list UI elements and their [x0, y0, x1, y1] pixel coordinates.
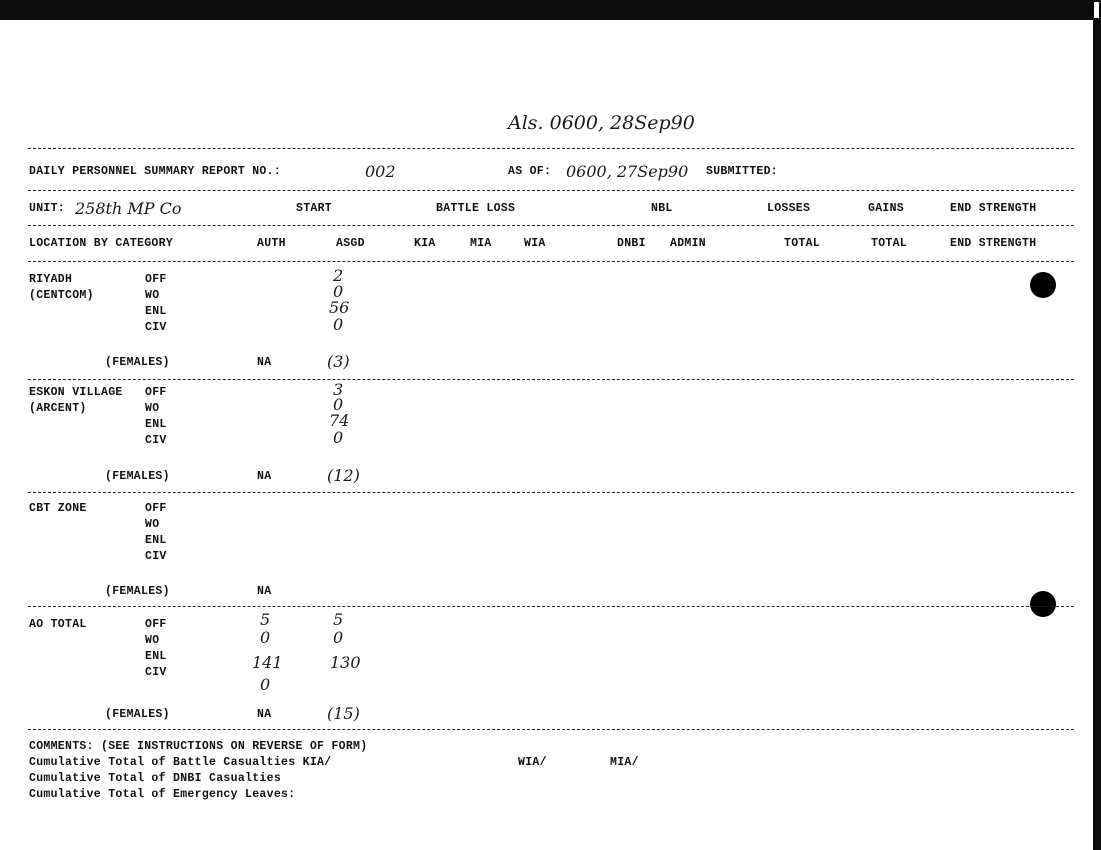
comments-heading: COMMENTS: (SEE INSTRUCTIONS ON REVERSE OF FORM)	[29, 740, 368, 753]
asgd-enl: 74	[329, 411, 350, 430]
start-header: START	[296, 202, 333, 215]
asgd-civ: 0	[333, 428, 344, 447]
punch-hole	[1030, 272, 1056, 298]
asgd-off: 5	[333, 610, 344, 629]
location-command: (CENTCOM)	[29, 289, 94, 302]
category-civ: CIV	[145, 434, 167, 447]
females-label: (FEMALES)	[105, 356, 170, 369]
gains-total-header: TOTAL	[871, 237, 908, 250]
losses-header: LOSSES	[767, 202, 811, 215]
auth-off: 5	[260, 610, 271, 629]
asgd-wo: 0	[333, 282, 344, 301]
females-label: (FEMALES)	[105, 470, 170, 483]
category-off: OFF	[145, 618, 167, 631]
category-wo: WO	[145, 634, 160, 647]
divider	[28, 148, 1074, 149]
females-auth: NA	[257, 356, 272, 369]
as-of-value: 0600, 27Sep90	[566, 162, 689, 181]
asgd-header: ASGD	[336, 237, 365, 250]
females-label: (FEMALES)	[105, 585, 170, 598]
asgd-civ: 0	[333, 315, 344, 334]
asgd-wo: 0	[333, 628, 344, 647]
location-name: RIYADH	[29, 273, 73, 286]
category-wo: WO	[145, 518, 160, 531]
battle-loss-header: BATTLE LOSS	[436, 202, 516, 215]
divider	[28, 379, 1074, 380]
asgd-off: 3	[333, 380, 344, 399]
cumulative-dnbi-casualties: Cumulative Total of DNBI Casualties	[29, 772, 282, 785]
scan-top-border	[0, 0, 1101, 20]
location-by-category-header: LOCATION BY CATEGORY	[29, 237, 174, 250]
category-enl: ENL	[145, 534, 167, 547]
unit-value: 258th MP Co	[75, 199, 182, 218]
asgd-enl: 130	[330, 653, 361, 672]
report-number-value: 002	[365, 162, 396, 181]
losses-total-header: TOTAL	[784, 237, 821, 250]
divider	[28, 606, 1074, 607]
category-civ: CIV	[145, 666, 167, 679]
category-wo: WO	[145, 289, 160, 302]
females-auth: NA	[257, 470, 272, 483]
asgd-enl: 56	[329, 298, 350, 317]
females-asgd: (3)	[327, 352, 350, 371]
cumulative-battle-casualties: Cumulative Total of Battle Casualties KIA/	[29, 756, 332, 769]
auth-header: AUTH	[257, 237, 286, 250]
category-civ: CIV	[145, 550, 167, 563]
location-name: AO TOTAL	[29, 618, 87, 631]
asgd-off: 2	[333, 266, 344, 285]
gains-header: GAINS	[868, 202, 905, 215]
category-off: OFF	[145, 386, 167, 399]
admin-header: ADMIN	[670, 237, 707, 250]
divider	[28, 225, 1074, 226]
auth-wo: 0	[260, 628, 271, 647]
category-wo: WO	[145, 402, 160, 415]
category-off: OFF	[145, 502, 167, 515]
wia-header: WIA	[524, 237, 546, 250]
location-name: ESKON VILLAGE	[29, 386, 123, 399]
mia-header: MIA	[470, 237, 492, 250]
as-of-label: AS OF:	[508, 165, 552, 178]
category-civ: CIV	[145, 321, 167, 334]
end-strength-header-2: END STRENGTH	[950, 237, 1037, 250]
scan-right-border	[1093, 0, 1101, 850]
asgd-wo: 0	[333, 395, 344, 414]
punch-hole	[1030, 591, 1056, 617]
end-strength-header: END STRENGTH	[950, 202, 1037, 215]
cumulative-emergency-leaves: Cumulative Total of Emergency Leaves:	[29, 788, 296, 801]
kia-header: KIA	[414, 237, 436, 250]
handwritten-annotation: Als. 0600, 28Sep90	[508, 112, 695, 134]
category-enl: ENL	[145, 305, 167, 318]
divider	[28, 729, 1074, 730]
females-asgd: (15)	[327, 704, 360, 723]
females-asgd: (12)	[327, 466, 360, 485]
category-off: OFF	[145, 273, 167, 286]
cumulative-wia: WIA/	[518, 756, 547, 769]
submitted-label: SUBMITTED:	[706, 165, 779, 178]
females-auth: NA	[257, 585, 272, 598]
dnbi-header: DNBI	[617, 237, 646, 250]
auth-enl: 141	[252, 653, 283, 672]
nbl-header: NBL	[651, 202, 673, 215]
females-auth: NA	[257, 708, 272, 721]
divider	[28, 261, 1074, 262]
divider	[28, 190, 1074, 191]
report-number-label: DAILY PERSONNEL SUMMARY REPORT NO.:	[29, 165, 282, 178]
divider	[28, 492, 1074, 493]
auth-civ: 0	[260, 675, 271, 694]
females-label: (FEMALES)	[105, 708, 170, 721]
unit-label: UNIT:	[29, 202, 66, 215]
cumulative-mia: MIA/	[610, 756, 639, 769]
location-command: (ARCENT)	[29, 402, 87, 415]
category-enl: ENL	[145, 650, 167, 663]
category-enl: ENL	[145, 418, 167, 431]
location-name: CBT ZONE	[29, 502, 87, 515]
